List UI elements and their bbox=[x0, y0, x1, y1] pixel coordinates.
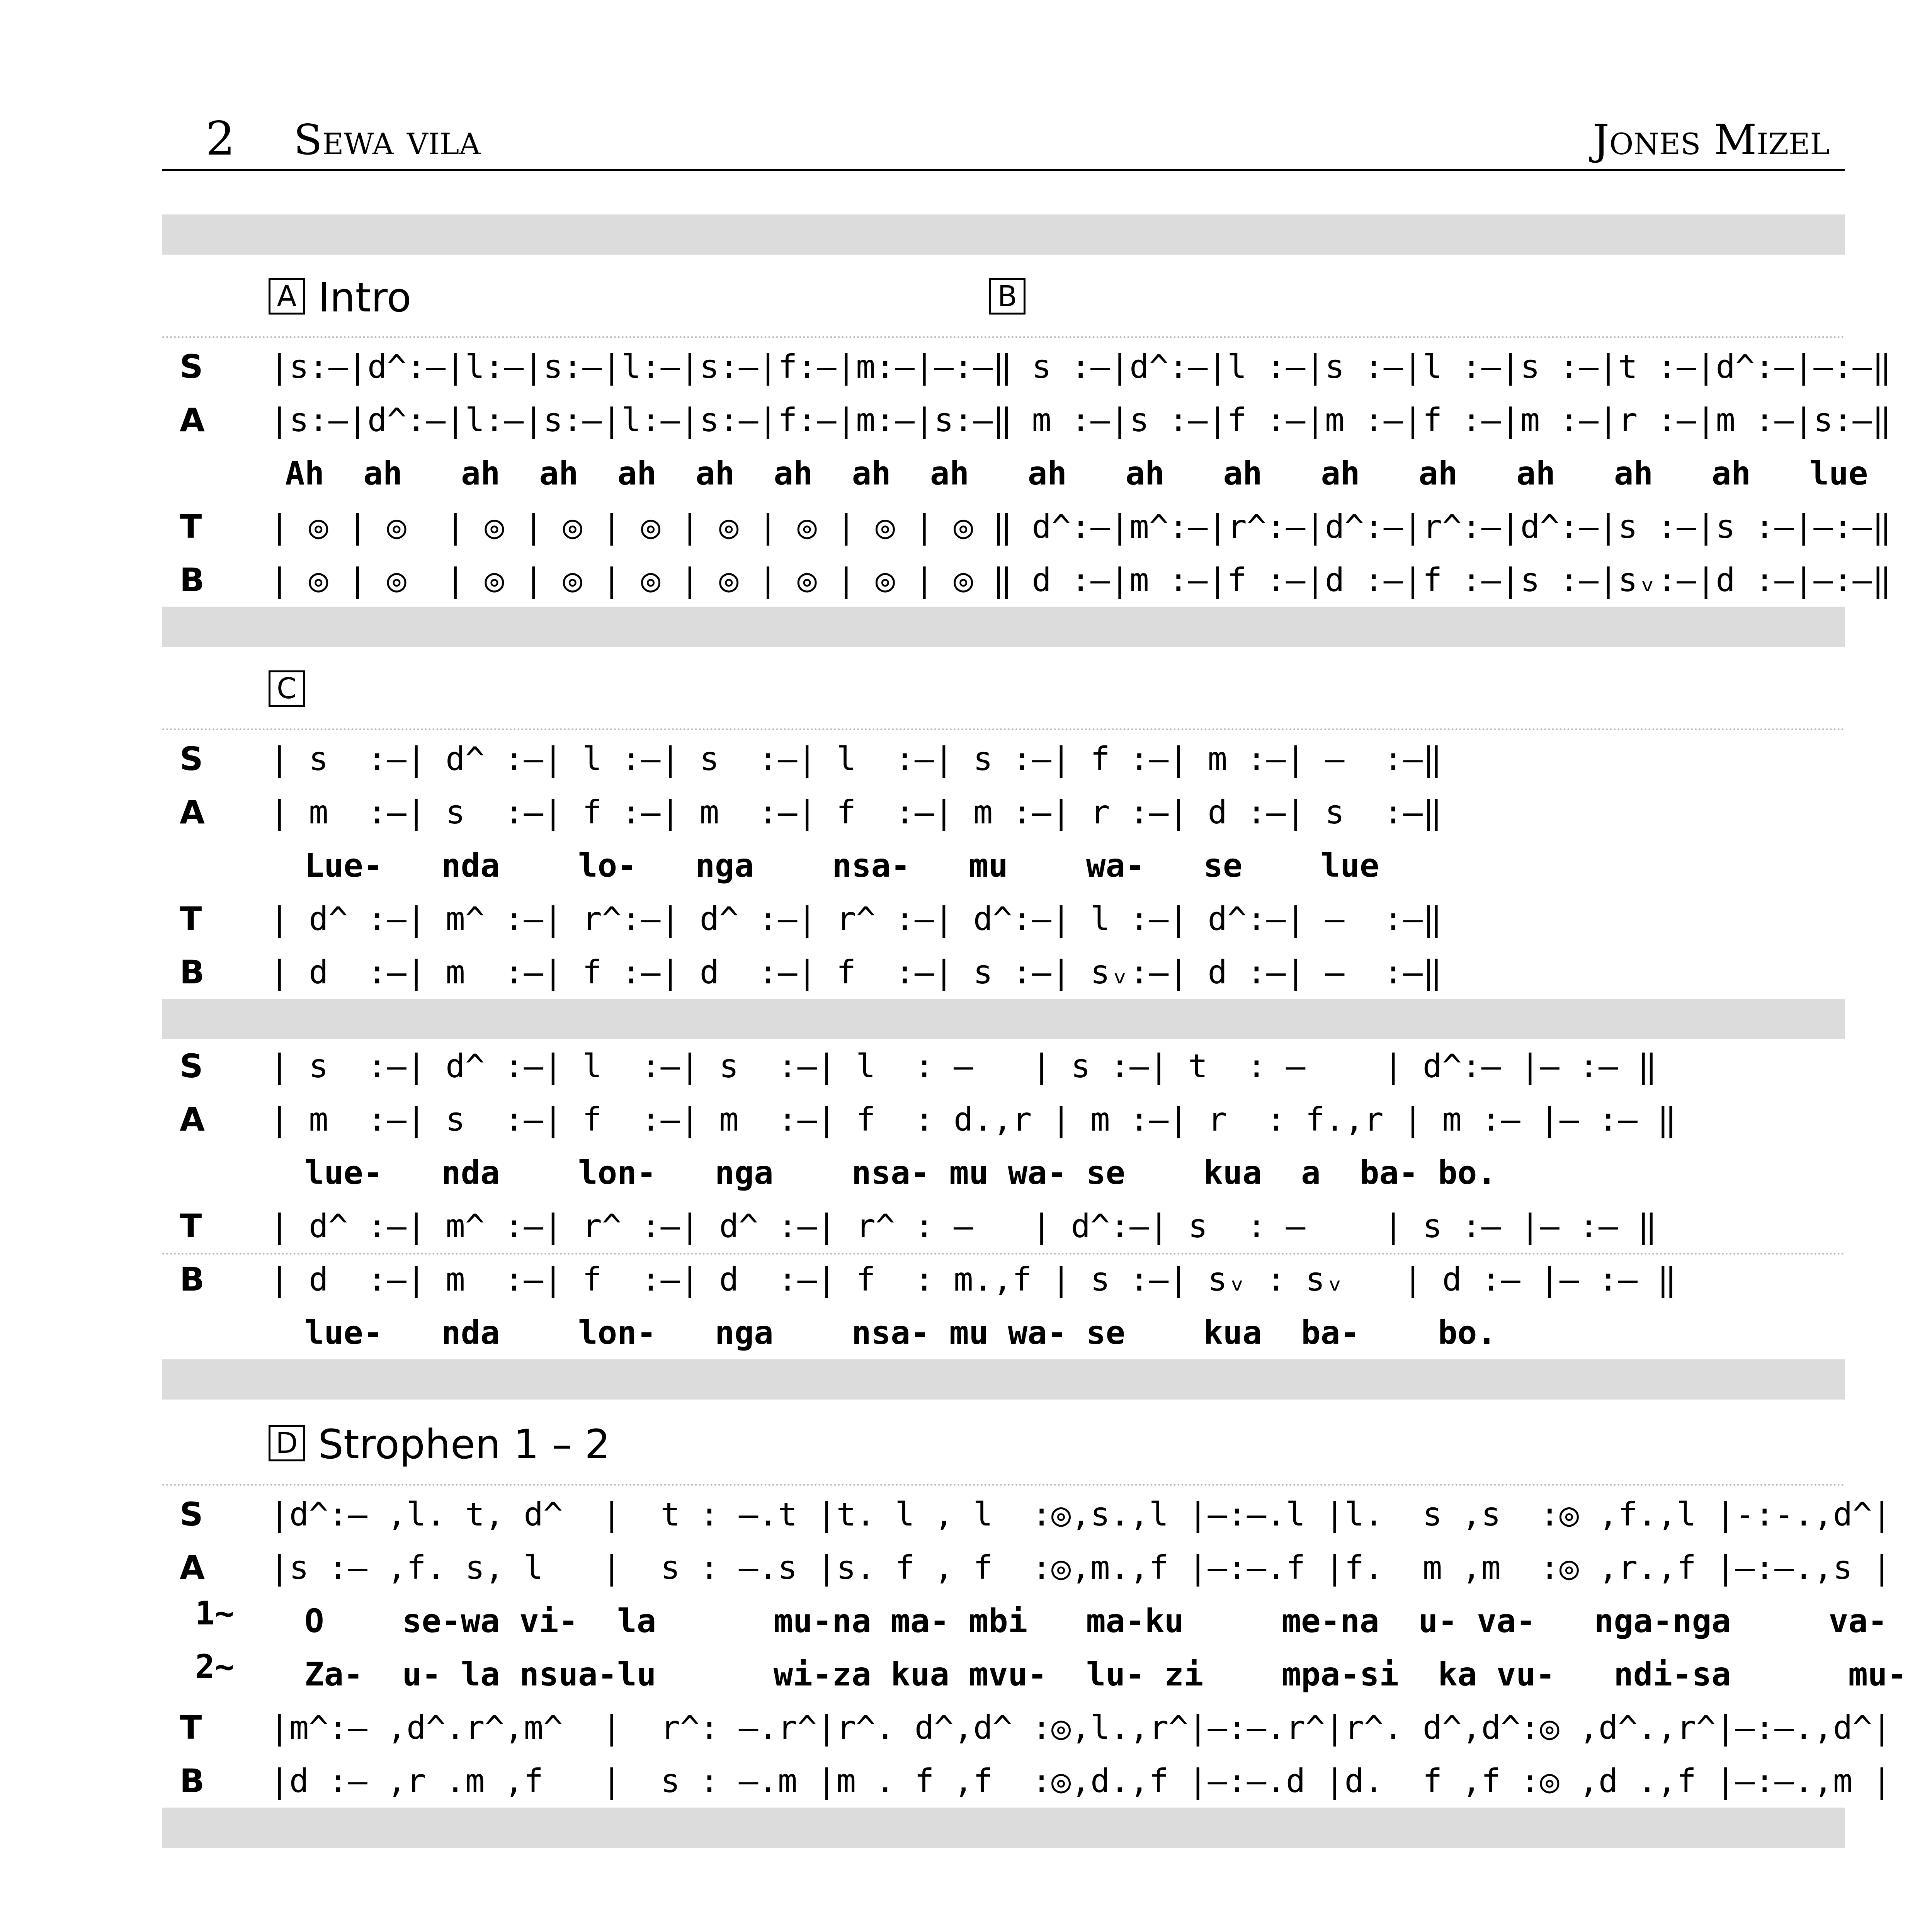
verse-number-1: 1~ bbox=[195, 1594, 235, 1632]
voice-label-t: T bbox=[180, 1709, 202, 1747]
header-page-number: 2 bbox=[206, 112, 235, 166]
section-d-heading bbox=[269, 1417, 610, 1471]
voice-label-t: T bbox=[180, 1207, 202, 1245]
divider bbox=[162, 728, 1845, 730]
section-b-heading bbox=[989, 270, 1039, 325]
verse-2-lyrics: Za- u- la nsua-lu wi-za kua mvu- lu- zi mpa-si ka vu- ndi-sa mu- bbox=[304, 1655, 1907, 1693]
notation-s: | s :–| d^ :–| l :–| s :–| l : – | s :–| t : – | d^:– |– :– ‖ bbox=[270, 1047, 1657, 1085]
notation-a: |s :– ,f. s, l | s : –.s |s. f , f :◎,m.,f |–:–.f |f. m ,m :◎ ,r.,f |–:–.,s | bbox=[270, 1549, 1892, 1587]
voice-row-s bbox=[162, 340, 1892, 393]
lyrics-row bbox=[162, 1306, 1845, 1359]
voice-row-b bbox=[162, 946, 1845, 999]
voice-label-b: B bbox=[180, 953, 205, 991]
notation-b: | d :–| m :–| f :–| d :–| f :–| s :–| sᵥ:–| d :–| – :–‖ bbox=[270, 953, 1442, 991]
voice-label-s: S bbox=[180, 1495, 203, 1533]
lyrics-row bbox=[162, 839, 1845, 892]
verse-row-1 bbox=[162, 1594, 1888, 1648]
lyrics: Lue- nda lo- nga nsa- mu wa- se lue bbox=[304, 847, 1379, 884]
voice-row-s bbox=[162, 1488, 1892, 1541]
voice-label-s: S bbox=[180, 348, 203, 386]
section-box-b: B bbox=[989, 278, 1026, 315]
notation-s: |s:–|d^:–|l:–|s:–|l:–|s:–|f:–|m:–|–:–‖ s :–|d^:–|l :–|s :–|l :–|s :–|t :–|d^:–|–:–‖ bbox=[270, 348, 1892, 386]
voice-label-s: S bbox=[180, 1047, 203, 1085]
lyrics-row bbox=[162, 447, 1868, 500]
section-a-label: Intro bbox=[318, 274, 412, 321]
voice-row-a bbox=[162, 786, 1845, 839]
voice-label-a: A bbox=[180, 1100, 205, 1138]
voice-row-b bbox=[162, 1253, 1845, 1306]
voice-row-a bbox=[162, 1541, 1892, 1594]
notation-s: | s :–| d^ :–| l :–| s :–| l :–| s :–| f :–| m :–| – :–‖ bbox=[270, 740, 1442, 778]
lyrics-row bbox=[162, 1146, 1845, 1199]
lyrics: lue- nda lon- nga nsa- mu wa- se kua a ba- bo. bbox=[304, 1154, 1497, 1192]
section-c-heading bbox=[269, 663, 318, 717]
voice-label-b: B bbox=[180, 1260, 205, 1298]
section-box-c: C bbox=[269, 670, 305, 707]
score-band bbox=[162, 214, 1845, 255]
verse-number-2: 2~ bbox=[195, 1648, 235, 1685]
notation-t: | ◎ | ◎ | ◎ | ◎ | ◎ | ◎ | ◎ | ◎ | ◎ ‖ d^:–|m^:–|r^:–|d^:–|r^:–|d^:–|s :–|s :–|–:–‖ bbox=[270, 508, 1892, 546]
voice-label-a: A bbox=[180, 793, 205, 831]
voice-label-s: S bbox=[180, 740, 203, 778]
voice-row-t bbox=[162, 1199, 1845, 1253]
score-band bbox=[162, 1808, 1845, 1848]
lyrics: lue- nda lon- nga nsa- mu wa- se kua ba- bo. bbox=[304, 1314, 1497, 1352]
verse-1-lyrics: O se-wa vi- la mu-na ma- mbi ma-ku me-na u- va- nga-nga va- bbox=[304, 1602, 1888, 1640]
score-band bbox=[162, 1359, 1845, 1400]
lyrics: Ah ah ah ah ah ah ah ah ah ah ah ah ah ah ah ah ah lue bbox=[285, 454, 1868, 492]
voice-row-t bbox=[162, 892, 1845, 946]
header-title: Sewa vila bbox=[294, 116, 481, 164]
score-band bbox=[162, 607, 1845, 647]
section-box-a: A bbox=[269, 278, 305, 315]
notation-t: | d^ :–| m^ :–| r^:–| d^ :–| r^ :–| d^:–| l :–| d^:–| – :–‖ bbox=[270, 900, 1442, 938]
notation-t: | d^ :–| m^ :–| r^ :–| d^ :–| r^ : – | d^:–| s : – | s :– |– :– ‖ bbox=[270, 1207, 1657, 1245]
notation-b: | ◎ | ◎ | ◎ | ◎ | ◎ | ◎ | ◎ | ◎ | ◎ ‖ d :–|m :–|f :–|d :–|f :–|s :–|sᵥ:–|d :–|–:–‖ bbox=[270, 561, 1892, 599]
voice-label-b: B bbox=[180, 561, 205, 599]
voice-label-t: T bbox=[180, 900, 202, 938]
voice-row-t bbox=[162, 1701, 1892, 1754]
notation-a: | m :–| s :–| f :–| m :–| f :–| m :–| r :–| d :–| s :–‖ bbox=[270, 793, 1442, 831]
notation-b: |d :– ,r .m ,f | s : –.m |m . f ,f :◎,d.,f |–:–.d |d. f ,f :◎ ,d .,f |–:–.,m | bbox=[270, 1762, 1892, 1800]
section-a-heading bbox=[269, 270, 411, 325]
divider bbox=[162, 336, 1845, 338]
score-band bbox=[162, 999, 1845, 1039]
section-box-d: D bbox=[269, 1425, 305, 1461]
voice-label-t: T bbox=[180, 508, 202, 546]
verse-row-2 bbox=[162, 1648, 1907, 1701]
header-author: Jones Mizel bbox=[1592, 116, 1830, 164]
voice-row-a bbox=[162, 393, 1892, 447]
notation-a: | m :–| s :–| f :–| m :–| f : d.,r | m :–| r : f.,r | m :– |– :– ‖ bbox=[270, 1100, 1677, 1138]
voice-row-b bbox=[162, 553, 1892, 607]
notation-t: |m^:– ,d^.r^,m^ | r^: –.r^|r^. d^,d^ :◎,l.,r^|–:–.r^|r^. d^,d^:◎ ,d^.,r^|–:–.,d^| bbox=[270, 1709, 1892, 1747]
voice-label-a: A bbox=[180, 1549, 205, 1587]
voice-row-t bbox=[162, 500, 1892, 553]
voice-row-b bbox=[162, 1754, 1892, 1808]
voice-label-a: A bbox=[180, 401, 205, 439]
divider bbox=[162, 1484, 1845, 1486]
notation-b: | d :–| m :–| f :–| d :–| f : m.,f | s :–| sᵥ : sᵥ | d :– |– :– ‖ bbox=[270, 1260, 1677, 1298]
running-header bbox=[162, 112, 1845, 171]
voice-row-s bbox=[162, 732, 1845, 786]
voice-row-a bbox=[162, 1093, 1845, 1146]
voice-label-b: B bbox=[180, 1762, 205, 1800]
notation-a: |s:–|d^:–|l:–|s:–|l:–|s:–|f:–|m:–|s:–‖ m :–|s :–|f :–|m :–|f :–|m :–|r :–|m :–|s:–‖ bbox=[270, 401, 1892, 439]
notation-s: |d^:– ,l. t, d^ | t : –.t |t. l , l :◎,s.,l |–:–.l |l. s ,s :◎ ,f.,l |-:-.,d^| bbox=[270, 1495, 1892, 1533]
voice-row-s bbox=[162, 1039, 1845, 1093]
section-d-label: Strophen 1 – 2 bbox=[318, 1421, 611, 1468]
